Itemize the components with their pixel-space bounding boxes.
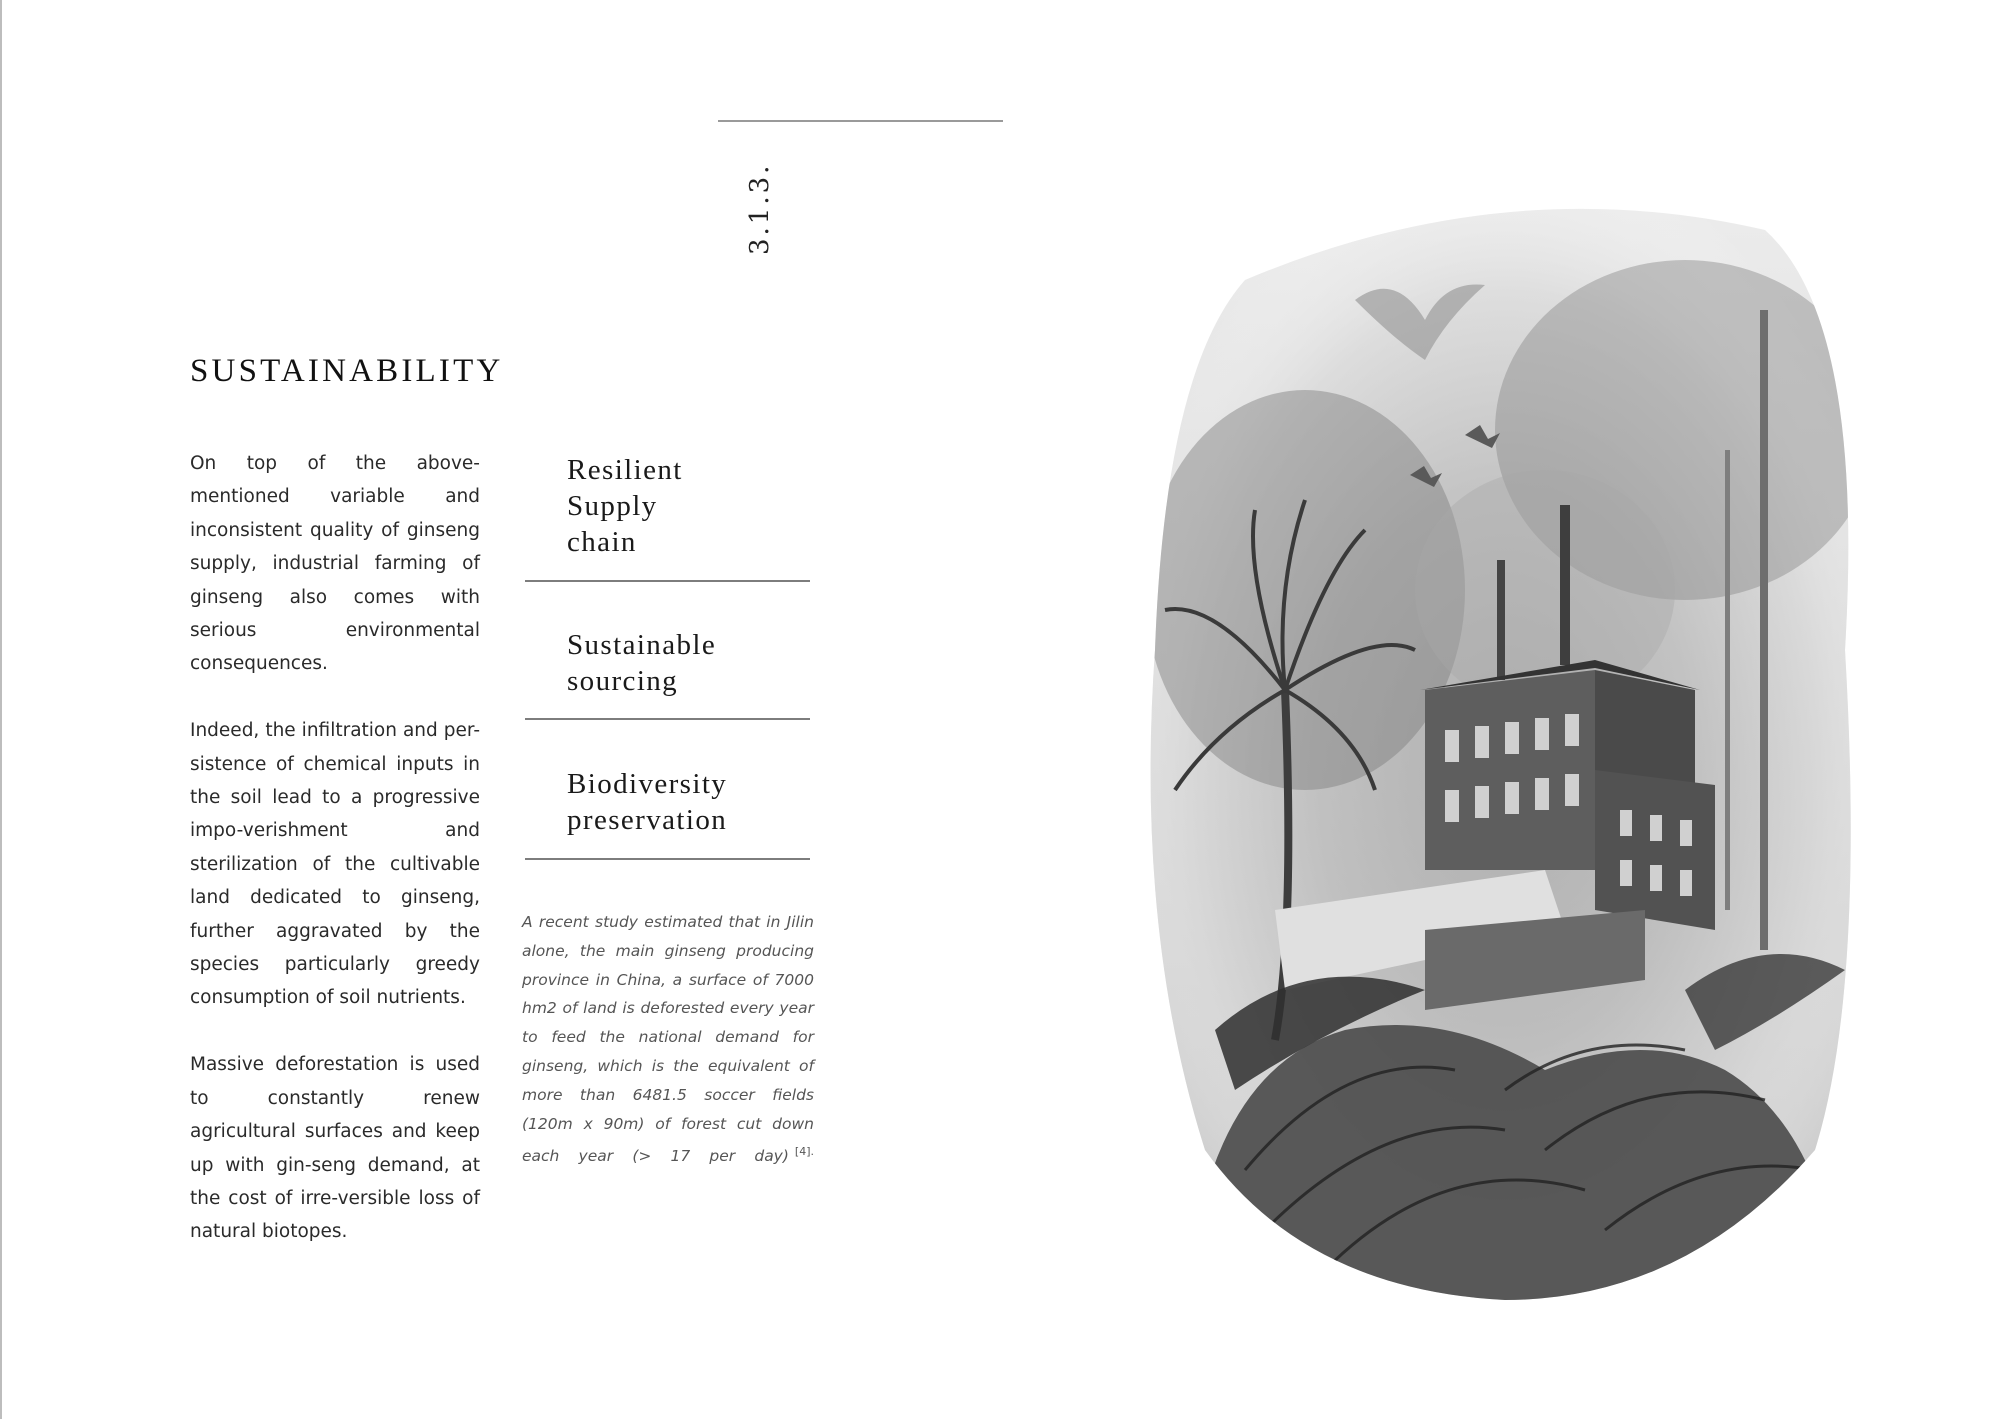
body-paragraph: On top of the above-mentioned variable and inconsistent quality of ginseng supply, industrial farming of ginseng also comes with serious environmental consequences. [190,453,480,675]
body-paragraph: Massive deforestation is used to constantly renew agricultural surfaces and keep up with gin-seng demand, at the cost of irre-versible loss of natural biotopes. [190,1054,480,1243]
pillar-sustainable-sourcing [525,627,810,720]
pillar-label: Sustainable sourcing [567,629,717,697]
pillar-label: Resilient Supply chain [567,454,683,558]
footnote [522,908,814,1171]
section-number: 3.1.3. [745,162,775,255]
footnote-text: A recent study estimated that in Jilin alone, the main ginseng producing province in China, a surface of 7000 hm2 of land is deforested every year to feed the national demand for ginseng, which is the equivalent of more than 6481.5 soccer fields (120m x 90m) of forest cut down each year (> 17 per day) [522,913,814,1166]
pillar-biodiversity-preservation [525,766,810,860]
forest-factory-illustration [1125,170,1885,1310]
page-title: SUSTAINABILITY [190,353,504,389]
top-divider [718,120,1003,122]
pillar-resilient-supply-chain [525,452,810,582]
pillar-label: Biodiversity preservation [567,768,728,836]
page-edge [0,0,2,1419]
footnote-reference: [4]. [794,1145,814,1159]
body-text [190,447,480,1282]
body-paragraph: Indeed, the infiltration and per-sistence of chemical inputs in the soil lead to a progressive impo-verishment and sterilization of the cultivable land dedicated to ginseng, further aggravated by the species particularly greedy consumption of soil nutrients. [190,720,480,1009]
